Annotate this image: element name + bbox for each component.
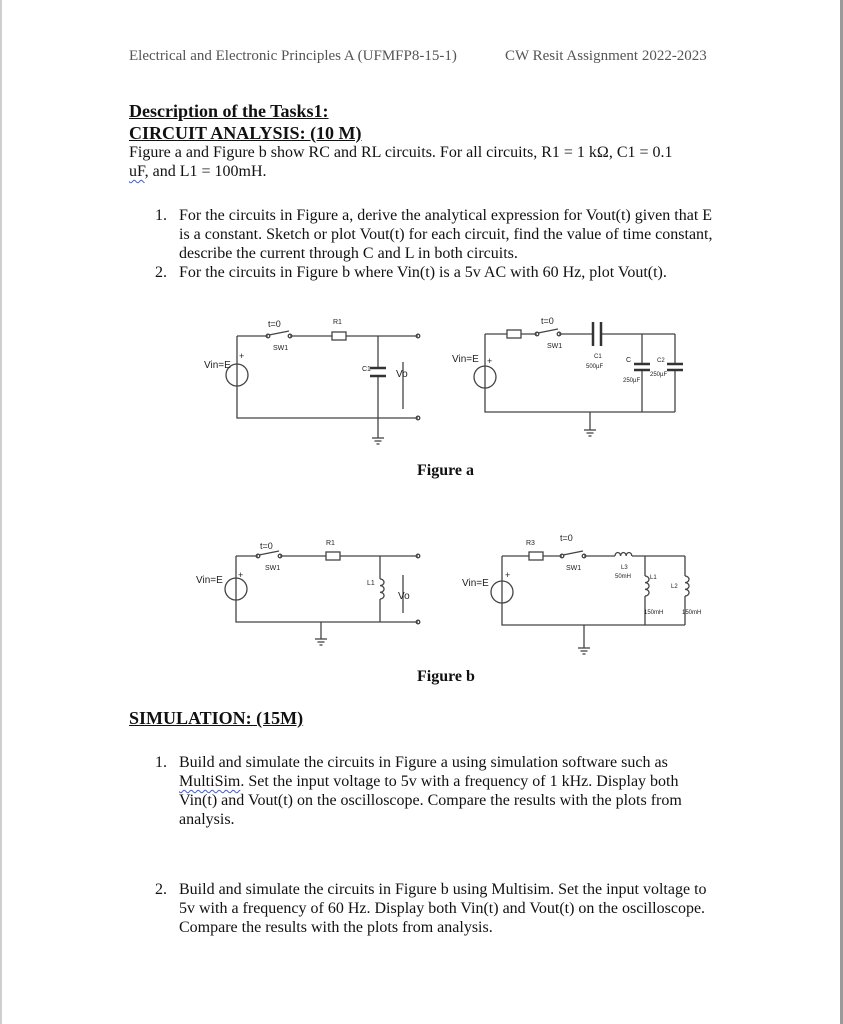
switch-symbol [560,551,586,558]
intro-line-2: uF, and L1 = 100mH. [129,163,267,180]
figure-b-right-circuit [460,528,710,668]
resistor-symbol [326,552,340,560]
series-inductor-label: L3 [621,565,628,571]
figure-a-caption: Figure a [417,462,475,479]
shunt-capacitor-c2-label: C2 [657,358,665,364]
series-capacitor-value: 500µF [586,364,604,370]
switch-time-label: t=0 [541,316,554,326]
shunt-capacitor-c2-value: 250µF [650,372,668,378]
series-inductor-value: 50mH [615,574,632,580]
list-item: 2. Build and simulate the circuits in Figure b using Multisim. Set the input voltage to 5v with a frequency of 60 Hz. Display both Vin(t) and Vout(t) on the oscilloscope. Compare the results with the plots from analysis. [155,881,707,936]
analysis-list [129,206,719,282]
shunt-capacitor-c-label: C [626,357,632,364]
simulation-heading: SIMULATION: (15M) [129,708,304,728]
shunt-inductor-l2-symbol [685,576,689,596]
source-symbol [225,578,247,600]
switch-label: SW1 [273,345,289,352]
circuit-wires [502,556,685,648]
ground-symbol [372,432,384,444]
source-label: Vin=E [462,578,489,589]
source-polarity: + [505,570,511,580]
source-label: Vin=E [204,360,231,371]
inductor-label: L1 [367,580,375,587]
figure-b-left-circuit [190,535,435,660]
page-edge-left [0,0,2,1024]
circuit-analysis-heading: CIRCUIT ANALYSIS: (10 M) [129,123,362,143]
figure-a-left-circuit [200,312,435,452]
switch-symbol [256,551,282,558]
list-item: 2. For the circuits in Figure b where Vin(t) is a 5v AC with 60 Hz, plot Vout(t). [155,264,667,281]
unit-uf: uF [129,163,145,180]
shunt-inductor-l1-value: 150mH [644,610,664,616]
intro-line-1: Figure a and Figure b show RC and RL circuits. For all circuits, R1 = 1 kΩ, C1 = 0.1 [129,144,673,161]
series-capacitor-symbol [593,322,601,346]
series-inductor-symbol [615,553,632,557]
capacitor-label: C1 [362,366,371,373]
circuit-wires [236,554,420,639]
shunt-capacitor-c-symbol [634,364,650,370]
switch-label: SW1 [265,565,281,572]
source-polarity: + [487,356,493,366]
series-capacitor-label: C1 [594,354,602,360]
output-label: Vo [398,591,410,602]
simulation-list-1 [129,753,719,829]
list-item: 1. For the circuits in Figure a, derive the analytical expression for Vout(t) given that E is a constant. Sketch or plot Vout(t) for each circuit, find the value of time constant, describe the current through C and L in both circuits. [155,207,713,262]
shunt-inductor-l2-value: 150mH [682,610,702,616]
source-polarity: + [238,570,244,580]
switch-symbol [266,331,292,338]
resistor-symbol [529,552,543,560]
shunt-capacitor-c2-symbol [667,364,683,370]
resistor-label: R3 [526,540,535,547]
software-name: MultiSim [179,773,241,790]
ground-symbol [584,430,596,436]
assignment-title: CW Resit Assignment 2022-2023 [505,48,707,64]
source-symbol [474,366,496,388]
resistor-symbol [507,330,521,338]
shunt-inductor-l1-label: L1 [650,575,657,581]
switch-label: SW1 [547,343,563,350]
figure-b-caption: Figure b [417,668,475,685]
ground-symbol [315,639,327,645]
circuit-wires [237,334,420,432]
resistor-label: R1 [326,540,335,547]
ground-symbol [578,648,590,654]
switch-time-label: t=0 [560,533,573,543]
switch-label: SW1 [566,565,582,572]
source-symbol [491,581,513,603]
capacitor-symbol [370,368,386,376]
switch-time-label: t=0 [260,541,273,551]
source-polarity: + [239,351,245,361]
shunt-inductor-l2-label: L2 [671,584,678,590]
output-label: Vo [396,369,408,380]
circuit-wires [485,334,675,430]
resistor-symbol [332,332,346,340]
tasks-heading: Description of the Tasks1: [129,101,329,121]
switch-time-label: t=0 [268,319,281,329]
source-label: Vin=E [452,354,479,365]
simulation-list-2 [129,880,719,937]
course-title: Electrical and Electronic Principles A (UFMFP8-15-1) [129,48,457,64]
figure-a-right-circuit [450,312,695,442]
list-item: 1. Build and simulate the circuits in Figure a using simulation software such as MultiSim. Set the input voltage to 5v with a frequency of 1 kHz. Display both Vin(t) and Vout(t) on the oscilloscope. Compare the results with the plots from analysis. [155,754,682,828]
inductor-symbol [380,579,384,599]
shunt-capacitor-c-value: 250µF [623,378,641,384]
resistor-label: R1 [333,319,342,326]
source-label: Vin=E [196,575,223,586]
shunt-inductor-l1-symbol [645,576,649,596]
switch-symbol [535,329,561,336]
